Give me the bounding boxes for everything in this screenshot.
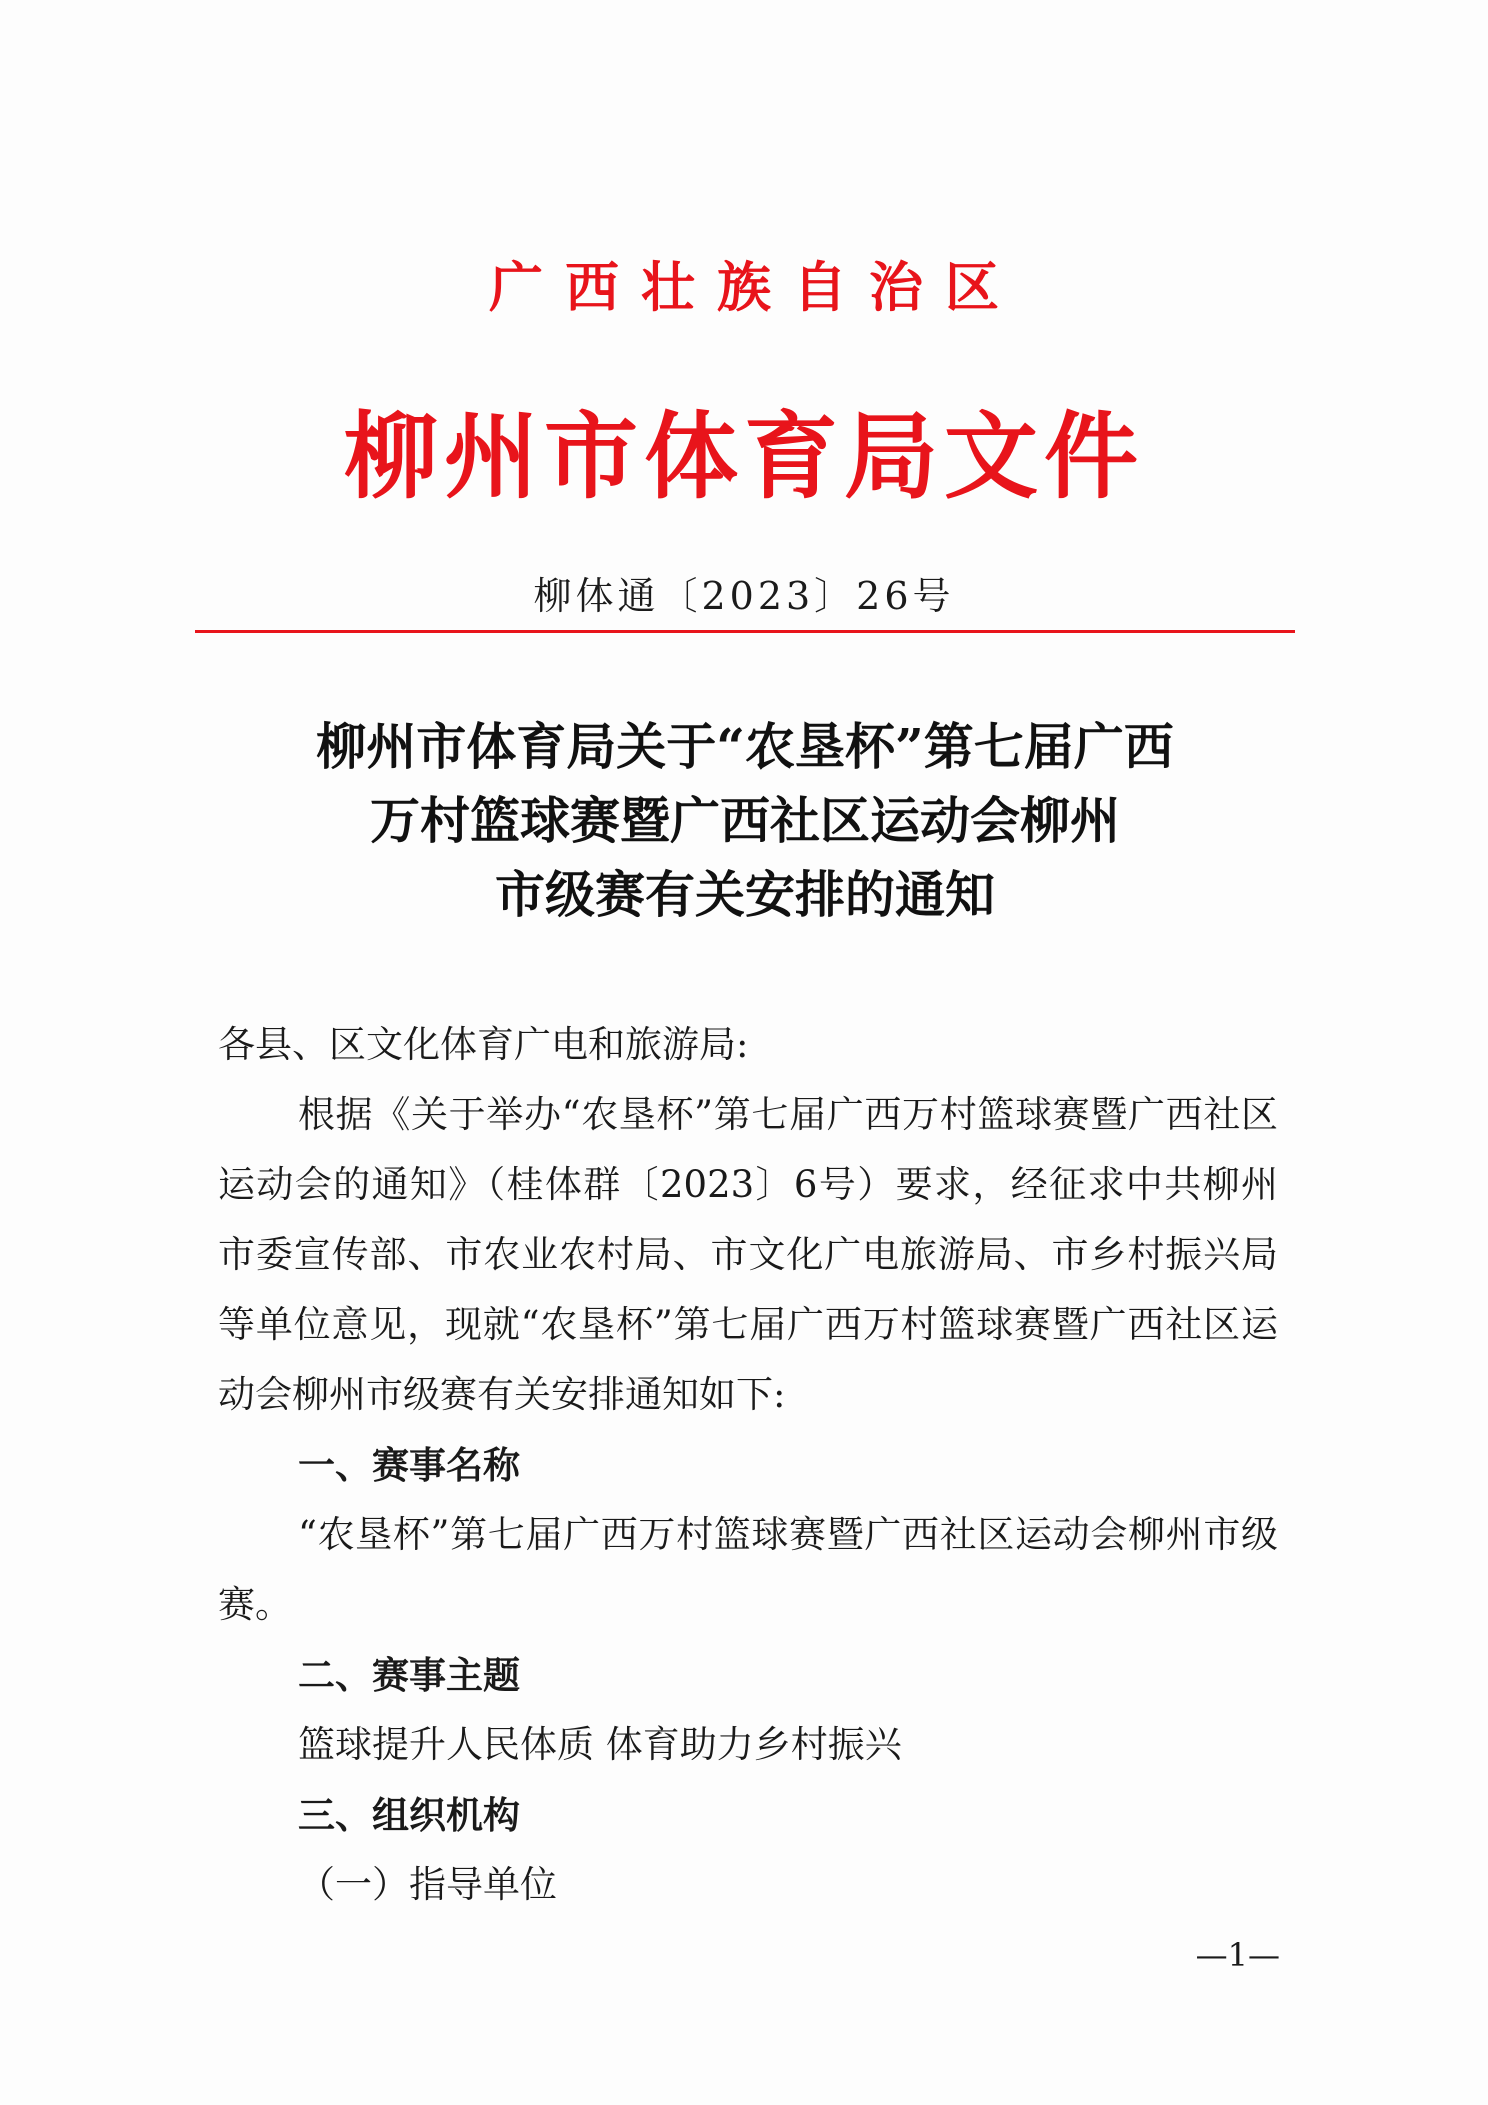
notice-title xyxy=(195,710,1295,932)
section-2-content: 篮球提升人民体质 体育助力乡村振兴 xyxy=(298,1723,902,1766)
notice-title-line-1: 柳州市体育局关于“农垦杯”第七届广西 xyxy=(316,717,1174,776)
document-number: 柳体通〔2023〕26号 xyxy=(533,574,955,618)
document-header xyxy=(0,0,1488,650)
salutation: 各县、区文化体育广电和旅游局: xyxy=(218,1023,749,1066)
notice-body xyxy=(218,1010,1278,1920)
document-type-title: 柳州市体育局文件 xyxy=(343,403,1144,512)
section-2-heading: 二、赛事主题 xyxy=(298,1653,520,1697)
section-3-subheading: （一）指导单位 xyxy=(298,1863,557,1906)
intro-paragraph: 根据《关于举办“农垦杯”第七届广西万村篮球赛暨广西社区运动会的通知》（桂体群〔2023〕6号）要求，经征求中共柳州市委宣传部、市农业农村局、市文化广电旅游局、市乡村振兴局等单位意见，现就“农垦杯”第七届广西万村篮球赛暨广西社区运动会柳州市级赛有关安排通知如下: xyxy=(218,1093,1278,1416)
issuer-name: 广西壮族自治区 xyxy=(489,256,1021,319)
red-divider-line xyxy=(195,630,1295,633)
notice-title-line-2: 万村篮球赛暨广西社区运动会柳州 xyxy=(370,791,1120,850)
section-1-content: “农垦杯”第七届广西万村篮球赛暨广西社区运动会柳州市级赛。 xyxy=(218,1513,1278,1626)
section-1-heading: 一、赛事名称 xyxy=(298,1443,520,1487)
notice-title-line-3: 市级赛有关安排的通知 xyxy=(495,865,995,924)
section-3-heading: 三、组织机构 xyxy=(298,1793,520,1837)
page-number: —1— xyxy=(1195,1936,1280,1974)
